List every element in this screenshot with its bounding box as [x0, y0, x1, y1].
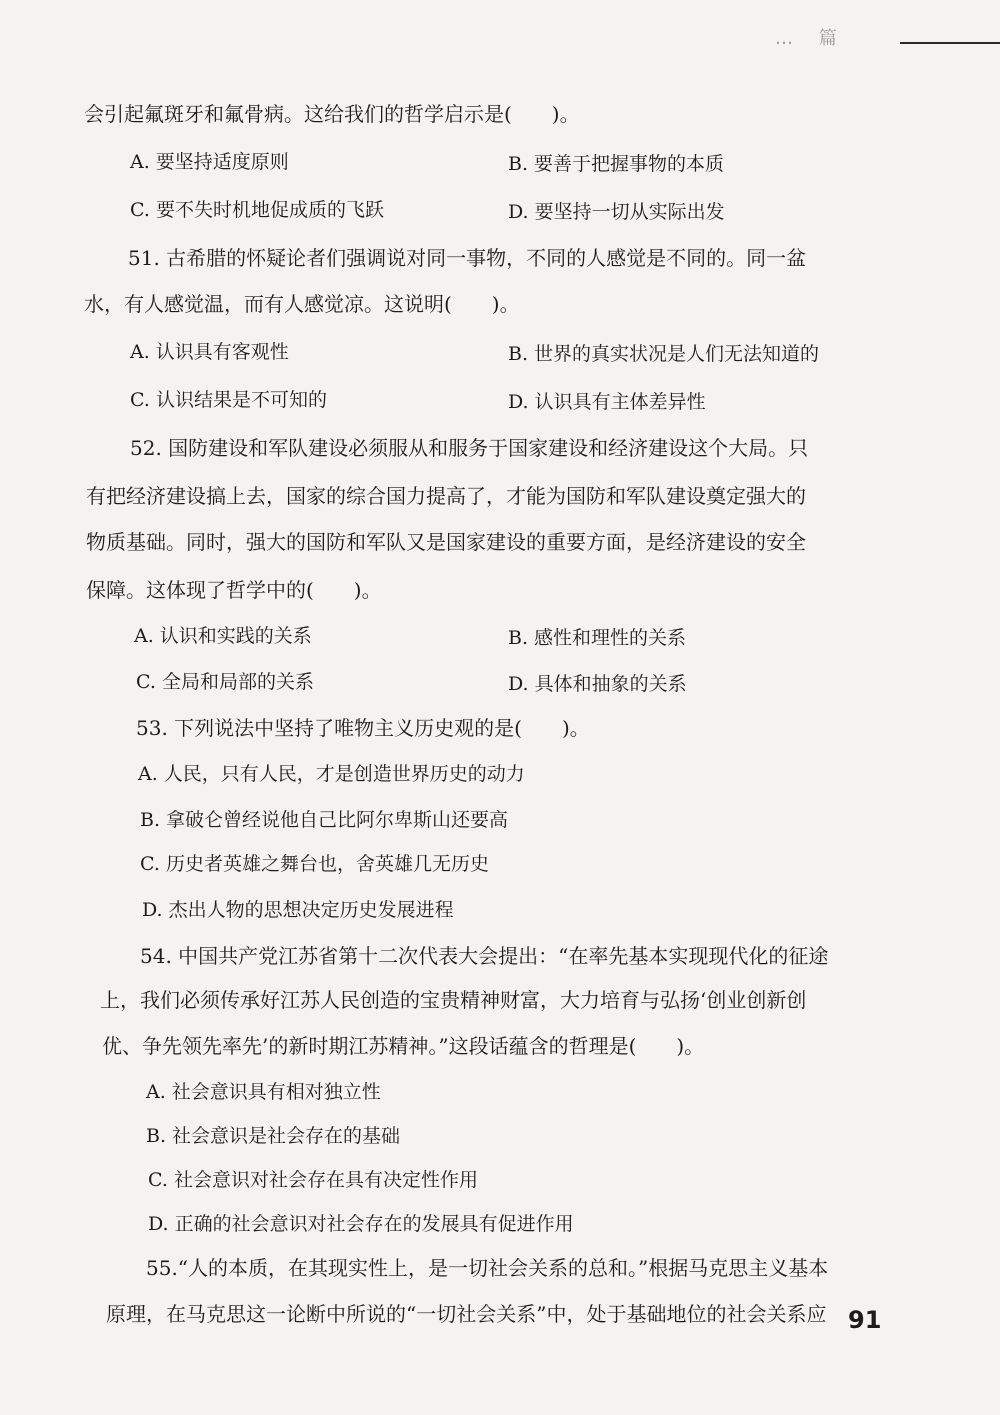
- q51-option-a: A. 认识具有客观性: [130, 341, 289, 363]
- q55-stem-line2: 原理，在马克思这一论断中所说的“一切社会关系”中，处于基础地位的社会关系应: [106, 1302, 827, 1326]
- q52-option-c: C. 全局和局部的关系: [136, 671, 314, 693]
- q54-option-d: D. 正确的社会意识对社会存在的发展具有促进作用: [148, 1213, 574, 1235]
- page-number: 91: [848, 1306, 882, 1334]
- q53-option-d: D. 杰出人物的思想决定历史发展进程: [142, 899, 454, 921]
- q52-stem-line2: 有把经济建设搞上去，国家的综合国力提高了，才能为国防和军队建设奠定强大的: [86, 484, 806, 508]
- q52-stem-line3: 物质基础。同时，强大的国防和军队又是国家建设的重要方面，是经济建设的安全: [86, 530, 806, 554]
- q53-option-a: A. 人民，只有人民，才是创造世界历史的动力: [138, 763, 525, 785]
- q54-option-b: B. 社会意识是社会存在的基础: [146, 1125, 401, 1147]
- q54-stem-line2: 上，我们必须传承好江苏人民创造的宝贵精神财富，大力培育与弘扬‘创业创新创: [100, 988, 807, 1012]
- q50-stem-tail: 会引起氟斑牙和氟骨病。这给我们的哲学启示是( )。: [84, 102, 580, 126]
- q51-option-b: B. 世界的真实状况是人们无法知道的: [508, 343, 820, 365]
- q54-option-c: C. 社会意识对社会存在具有决定性作用: [148, 1169, 478, 1191]
- q50-option-d: D. 要坚持一切从实际出发: [508, 201, 725, 223]
- running-header: … 篇: [775, 28, 847, 49]
- q55-stem-line1: 55.“人的本质，在其现实性上，是一切社会关系的总和。”根据马克思主义基本: [146, 1256, 829, 1280]
- q50-option-b: B. 要善于把握事物的本质: [508, 153, 725, 175]
- q52-option-d: D. 具体和抽象的关系: [508, 673, 687, 695]
- q54-stem-line1: 54. 中国共产党江苏省第十二次代表大会提出：“在率先基本实现现代化的征途: [140, 944, 829, 968]
- q52-stem-line4: 保障。这体现了哲学中的( )。: [86, 578, 382, 602]
- q52-stem-line1: 52. 国防建设和军队建设必须服从和服务于国家建设和经济建设这个大局。只: [130, 436, 809, 460]
- q51-option-d: D. 认识具有主体差异性: [508, 391, 706, 413]
- q52-option-b: B. 感性和理性的关系: [508, 627, 687, 649]
- q53-option-c: C. 历史者英雄之舞台也，舍英雄几无历史: [140, 853, 489, 875]
- q54-option-a: A. 社会意识具有相对独立性: [146, 1081, 381, 1103]
- q53-stem: 53. 下列说法中坚持了唯物主义历史观的是( )。: [136, 716, 590, 740]
- q51-option-c: C. 认识结果是不可知的: [130, 389, 327, 411]
- q50-option-c: C. 要不失时机地促成质的飞跃: [130, 199, 384, 221]
- q51-stem-line1: 51. 古希腊的怀疑论者们强调说对同一事物，不同的人感觉是不同的。同一盆: [128, 246, 807, 270]
- q51-stem-line2: 水，有人感觉温，而有人感觉凉。这说明( )。: [84, 292, 520, 316]
- header-rule: [900, 42, 1000, 44]
- q50-option-a: A. 要坚持适度原则: [130, 151, 289, 173]
- q54-stem-line3: 优、争先领先率先’的新时期江苏精神。”这段话蕴含的哲理是( )。: [102, 1034, 705, 1058]
- q53-option-b: B. 拿破仑曾经说他自己比阿尔卑斯山还要高: [140, 809, 509, 831]
- q52-option-a: A. 认识和实践的关系: [134, 625, 312, 647]
